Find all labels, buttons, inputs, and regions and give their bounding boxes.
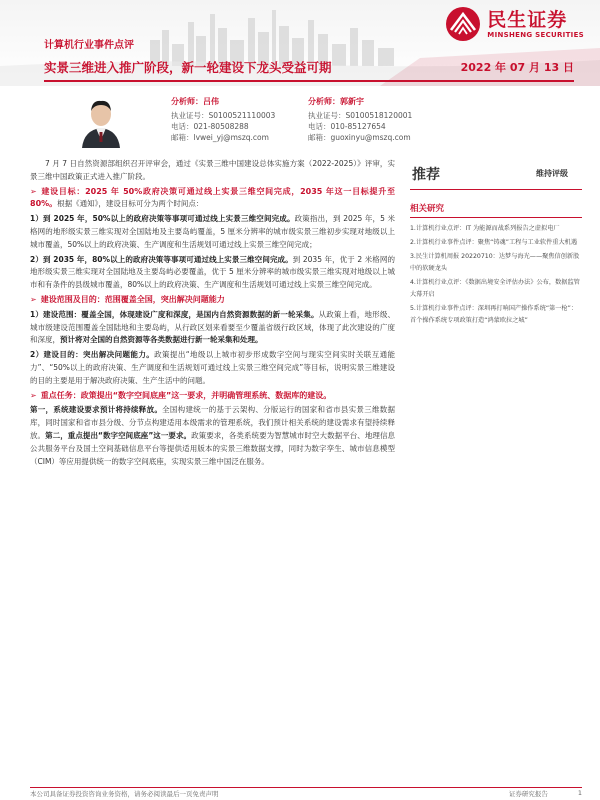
scope-text: 从政策上看，地形级、城市级建设范围覆盖全国陆地和主要岛屿，从行政区划来看要至少覆盖省级行政区域，体现了此次建设的广度和深度， <box>30 309 396 345</box>
footer-divider <box>30 787 582 788</box>
title-row <box>44 58 574 76</box>
scope-lead: 1）建设范围：覆盖全国，体现建设广度和深度，是国内自然资源数据的新一轮采集。 <box>30 309 319 319</box>
analyst-name-line <box>308 96 412 107</box>
title-divider <box>44 80 574 82</box>
analyst-name-line <box>171 96 275 107</box>
analyst-label: 分析师： <box>308 97 340 106</box>
section-tasks-heading: 重点任务：政策提出“数字空间底座”这一要求，并明确管理系统、数据库的建设。 <box>40 390 332 400</box>
footer <box>30 789 582 798</box>
goal-2025-text: 政策指出，到 2025 年，5 米格网的地形级实景三维实现对全国陆地及主要岛屿覆盖，5 厘米分辨率的城市级实景三维初步实现对地级以上城市覆盖，50%以上的政府决策、生产调度和生活规划可通过线上实景三维空间完成； <box>30 214 395 249</box>
section-scope <box>30 294 395 307</box>
purpose-paragraph <box>30 349 395 387</box>
purpose-text: 政策提出“地级以上城市初步形成数字空间与现实空间实时关联互通能力”、“50%以上的政府决策、生产调度和生活规划可通过线上实景三维空间完成”等目标，说明实景三维建设的目的主要是用于解决政府决策、生产生活中的问题。 <box>30 350 396 385</box>
analyst-photo <box>76 94 126 148</box>
header-banner <box>0 0 600 86</box>
related-research-item[interactable]: 2.计算机行业事件点评：聚焦“铸魂”工程与工业软件重大机遇 <box>410 239 578 246</box>
analyst-email[interactable]: 邮箱：lvwei_yj@mszq.com <box>171 133 269 142</box>
related-research-item[interactable]: 3.民生计算机周报 20220710：达梦与海光——聚焦信创新股中的软硬龙头 <box>410 253 580 272</box>
related-research-item[interactable]: 1.计算机行业点评：IT 为能源而战系列报告之虚拟电厂 <box>410 225 560 232</box>
section-goal-heading: 建设目标：2025 年 50%政府决策可通过线上实景三维空间完成，2035 年这一目标提升至 80%。 <box>30 186 395 209</box>
page-number: 1 <box>577 789 582 797</box>
analyst-email[interactable]: 邮箱：guoxinyu@mszq.com <box>308 133 411 142</box>
analyst-name: 吕伟 <box>203 97 219 106</box>
analyst-phone: 电话：021-80508288 <box>171 122 249 131</box>
report-title: 实景三维进入推广阶段，新一轮建设下龙头受益可期 <box>44 60 332 75</box>
rating-label: 推荐 <box>412 166 440 183</box>
analyst-card-1 <box>171 96 275 143</box>
analyst-card-2 <box>308 96 412 143</box>
brand-name-en: MINSHENG SECURITIES <box>487 31 584 39</box>
tasks-first: 第一，系统建设要求预计将持续释放。 <box>30 405 163 415</box>
footer-disclaimer: 本公司具备证券投资咨询业务资格，请务必阅读最后一页免责声明 <box>30 790 219 798</box>
goal-2035-text: 到 2035 年，优于 2 米格网的地形级实景三维实现对全国陆地及主要岛屿必要覆盖，优于 5 厘米分辨率的城市级实景三维实现对地级以上城市和有条件的县级城市覆盖，80%以上的政府决策、生产调度和生活规划可通过线上实景三维空间完成。 <box>30 254 395 290</box>
analyst-cert: 执业证号：S0100521110003 <box>171 111 276 120</box>
report-date: 2022 年 07 月 13 日 <box>460 61 574 74</box>
scope-conclusion: 预计将对全国的自然资源等各类数据进行新一轮采集和处理。 <box>60 335 263 345</box>
related-research-title: 相关研究 <box>410 202 582 218</box>
section-goal-tail: 根据《通知》，建设目标可分为两个时间点： <box>57 199 204 209</box>
analyst-cert: 执业证号：S0100518120001 <box>308 111 413 120</box>
purpose-lead: 2）建设目的：突出解决问题能力。 <box>30 350 155 360</box>
report-type: 计算机行业事件点评 <box>44 40 134 51</box>
goal-2025-lead: 1）到 2025 年，50%以上的政府决策等事项可通过线上实景三维空间完成。 <box>30 214 295 224</box>
rating-box <box>410 158 582 190</box>
analyst-phone: 电话：010-85127654 <box>308 122 386 131</box>
tasks-first-text: 全国构建统一的基于云架构、分版运行的国家和省市县实景三维数据库，同时国家和省市县分级、分节点构建适用本级需求的管理系统，我们预计相关系统的建设需求有望持续释放。 <box>30 405 396 440</box>
arrow-marker-icon: ➢ <box>30 186 37 196</box>
minsheng-logo-icon <box>445 6 481 42</box>
section-goal <box>30 186 395 212</box>
goal-2035-paragraph <box>30 254 395 292</box>
goal-2035-lead: 2）到 2035 年，80%以上的政府决策等事项可通过线上实景三维空间完成。 <box>30 254 293 264</box>
analyst-label: 分析师： <box>171 97 203 106</box>
brand-name-cn: 民生证券 <box>487 9 568 31</box>
goal-2025-paragraph <box>30 213 395 251</box>
related-research-item[interactable]: 4.计算机行业点评：《数据出境安全评估办法》公布，数据监管大幕开启 <box>410 279 580 298</box>
arrow-marker-icon: ➢ <box>30 294 37 304</box>
tasks-paragraph <box>30 404 395 468</box>
brand-logo <box>445 6 584 42</box>
related-research-list <box>410 223 582 327</box>
report-body <box>30 158 395 470</box>
rating-value: 维持评级 <box>536 169 568 178</box>
analyst-name: 郭新宇 <box>340 97 364 106</box>
section-tasks <box>30 390 395 403</box>
tasks-second-text: 政策要求，各类系统要为智慧城市时空大数据平台、地理信息公共服务平台及国土空间基础信息平台等提供适用版本的实景三维数据支撑，同时为数字孪生、城市信息模型（CIM）等应用提供统一的数字空间底座，实现实景三维中国泛在服务。 <box>30 430 396 466</box>
arrow-marker-icon: ➢ <box>30 390 37 400</box>
scope-paragraph <box>30 309 395 347</box>
related-research-item[interactable]: 5.计算机行业事件点评：深圳再打响国产操作系统“第一枪”：首个操作系统专项政策打造“鸿蒙欧拉之城” <box>410 305 578 324</box>
section-scope-heading: 建设范围及目的：范围覆盖全国，突出解决问题能力 <box>40 294 225 304</box>
sidebar <box>410 158 582 329</box>
footer-doc-type: 证券研究报告 <box>508 790 548 798</box>
tasks-second: 第二，重点提出“数字空间底座”这一要求。 <box>45 430 192 440</box>
intro-paragraph: 7 月 7 日自然资源部组织召开评审会，通过《实景三维中国建设总体实施方案（2022-2025）》评审，实景三维中国政策正式进入推广阶段。 <box>30 159 395 181</box>
